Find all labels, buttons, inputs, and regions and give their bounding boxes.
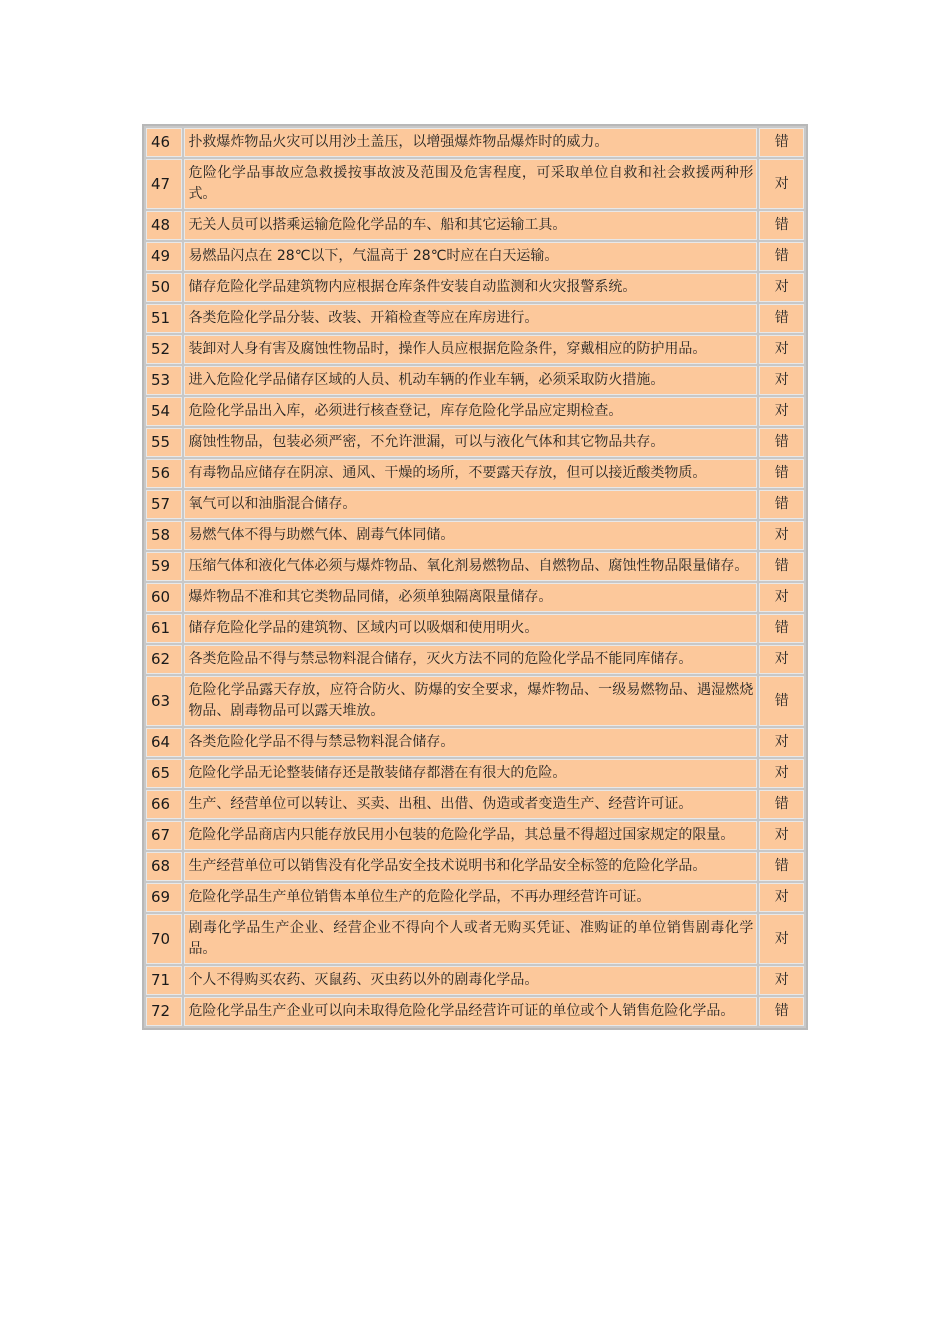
question-text: 剧毒化学品生产企业、经营企业不得向个人或者无购买凭证、准购证的单位销售剧毒化学品。: [184, 914, 757, 964]
question-text: 无关人员可以搭乘运输危险化学品的车、船和其它运输工具。: [184, 211, 757, 240]
answer-cell: 错: [759, 676, 804, 726]
question-text: 危险化学品露天存放，应符合防火、防爆的安全要求，爆炸物品、一级易燃物品、遇湿燃烧物品、剧毒物品可以露天堆放。: [184, 676, 757, 726]
table-row: [146, 521, 804, 550]
question-text: 扑救爆炸物品火灾可以用沙土盖压，以增强爆炸物品爆炸时的威力。: [184, 128, 757, 157]
question-text: 储存危险化学品建筑物内应根据仓库条件安装自动监测和火灾报警系统。: [184, 273, 757, 302]
table-row: [146, 335, 804, 364]
question-text: 危险化学品出入库，必须进行核查登记，库存危险化学品应定期检查。: [184, 397, 757, 426]
question-number: 69: [146, 883, 182, 912]
table-row: [146, 242, 804, 271]
question-text: 生产经营单位可以销售没有化学品安全技术说明书和化学品安全标签的危险化学品。: [184, 852, 757, 881]
answer-cell: 错: [759, 242, 804, 271]
question-number: 62: [146, 645, 182, 674]
table-row: [146, 583, 804, 612]
answer-cell: 错: [759, 211, 804, 240]
answer-cell: 对: [759, 335, 804, 364]
question-text: 危险化学品无论整装储存还是散装储存都潜在有很大的危险。: [184, 759, 757, 788]
question-number: 64: [146, 728, 182, 757]
answer-cell: 对: [759, 645, 804, 674]
question-text: 储存危险化学品的建筑物、区域内可以吸烟和使用明火。: [184, 614, 757, 643]
table-row: [146, 883, 804, 912]
question-text: 装卸对人身有害及腐蚀性物品时，操作人员应根据危险条件，穿戴相应的防护用品。: [184, 335, 757, 364]
question-text: 易燃品闪点在 28℃以下，气温高于 28℃时应在白天运输。: [184, 242, 757, 271]
question-text: 危险化学品事故应急救援按事故波及范围及危害程度，可采取单位自救和社会救援两种形式。: [184, 159, 757, 209]
question-text: 危险化学品生产企业可以向未取得危险化学品经营许可证的单位或个人销售危险化学品。: [184, 997, 757, 1026]
question-text: 易燃气体不得与助燃气体、剧毒气体同储。: [184, 521, 757, 550]
table-row: [146, 759, 804, 788]
table-row: [146, 997, 804, 1026]
question-number: 68: [146, 852, 182, 881]
question-text: 压缩气体和液化气体必须与爆炸物品、氧化剂易燃物品、自燃物品、腐蚀性物品限量储存。: [184, 552, 757, 581]
question-text: 进入危险化学品储存区域的人员、机动车辆的作业车辆，必须采取防火措施。: [184, 366, 757, 395]
table-row: [146, 211, 804, 240]
table-row: [146, 914, 804, 964]
question-number: 59: [146, 552, 182, 581]
question-number: 57: [146, 490, 182, 519]
question-number: 60: [146, 583, 182, 612]
table-row: [146, 159, 804, 209]
question-number: 58: [146, 521, 182, 550]
answer-cell: 对: [759, 521, 804, 550]
table-row: [146, 728, 804, 757]
table-row: [146, 821, 804, 850]
question-number: 65: [146, 759, 182, 788]
table-row: [146, 676, 804, 726]
table-row: [146, 273, 804, 302]
answer-cell: 错: [759, 490, 804, 519]
question-text: 有毒物品应储存在阴凉、通风、干燥的场所，不要露天存放，但可以接近酸类物质。: [184, 459, 757, 488]
answer-cell: 对: [759, 366, 804, 395]
table-row: [146, 614, 804, 643]
question-text: 个人不得购买农药、灭鼠药、灭虫药以外的剧毒化学品。: [184, 966, 757, 995]
table-row: [146, 428, 804, 457]
question-number: 66: [146, 790, 182, 819]
answer-cell: 对: [759, 583, 804, 612]
answer-cell: 对: [759, 966, 804, 995]
answer-cell: 错: [759, 790, 804, 819]
question-number: 56: [146, 459, 182, 488]
question-number: 53: [146, 366, 182, 395]
question-number: 72: [146, 997, 182, 1026]
question-text: 各类危险化学品分装、改装、开箱检查等应在库房进行。: [184, 304, 757, 333]
question-number: 52: [146, 335, 182, 364]
question-number: 70: [146, 914, 182, 964]
question-number: 47: [146, 159, 182, 209]
question-number: 46: [146, 128, 182, 157]
answer-cell: 错: [759, 852, 804, 881]
answer-cell: 错: [759, 552, 804, 581]
quiz-table: [142, 124, 808, 1030]
answer-cell: 错: [759, 614, 804, 643]
answer-cell: 错: [759, 997, 804, 1026]
question-number: 50: [146, 273, 182, 302]
question-text: 各类危险品不得与禁忌物料混合储存，灭火方法不同的危险化学品不能同库储存。: [184, 645, 757, 674]
question-number: 49: [146, 242, 182, 271]
question-number: 55: [146, 428, 182, 457]
answer-cell: 对: [759, 759, 804, 788]
question-text: 腐蚀性物品，包装必须严密，不允许泄漏，可以与液化气体和其它物品共存。: [184, 428, 757, 457]
quiz-table-body: [146, 128, 804, 1026]
table-row: [146, 490, 804, 519]
table-row: [146, 552, 804, 581]
answer-cell: 错: [759, 304, 804, 333]
table-row: [146, 459, 804, 488]
table-row: [146, 645, 804, 674]
answer-cell: 对: [759, 273, 804, 302]
answer-cell: 错: [759, 459, 804, 488]
question-text: 氧气可以和油脂混合储存。: [184, 490, 757, 519]
answer-cell: 对: [759, 159, 804, 209]
answer-cell: 错: [759, 428, 804, 457]
question-number: 61: [146, 614, 182, 643]
question-number: 63: [146, 676, 182, 726]
question-text: 爆炸物品不准和其它类物品同储，必须单独隔离限量储存。: [184, 583, 757, 612]
answer-cell: 对: [759, 397, 804, 426]
question-number: 48: [146, 211, 182, 240]
table-row: [146, 397, 804, 426]
table-row: [146, 304, 804, 333]
question-text: 各类危险化学品不得与禁忌物料混合储存。: [184, 728, 757, 757]
table-row: [146, 128, 804, 157]
question-number: 51: [146, 304, 182, 333]
table-row: [146, 366, 804, 395]
question-text: 危险化学品商店内只能存放民用小包装的危险化学品，其总量不得超过国家规定的限量。: [184, 821, 757, 850]
answer-cell: 错: [759, 128, 804, 157]
answer-cell: 对: [759, 883, 804, 912]
question-number: 67: [146, 821, 182, 850]
answer-cell: 对: [759, 728, 804, 757]
answer-cell: 对: [759, 914, 804, 964]
question-text: 危险化学品生产单位销售本单位生产的危险化学品，不再办理经营许可证。: [184, 883, 757, 912]
answer-cell: 对: [759, 821, 804, 850]
table-row: [146, 790, 804, 819]
table-row: [146, 966, 804, 995]
question-number: 54: [146, 397, 182, 426]
question-text: 生产、经营单位可以转让、买卖、出租、出借、伪造或者变造生产、经营许可证。: [184, 790, 757, 819]
table-row: [146, 852, 804, 881]
question-number: 71: [146, 966, 182, 995]
